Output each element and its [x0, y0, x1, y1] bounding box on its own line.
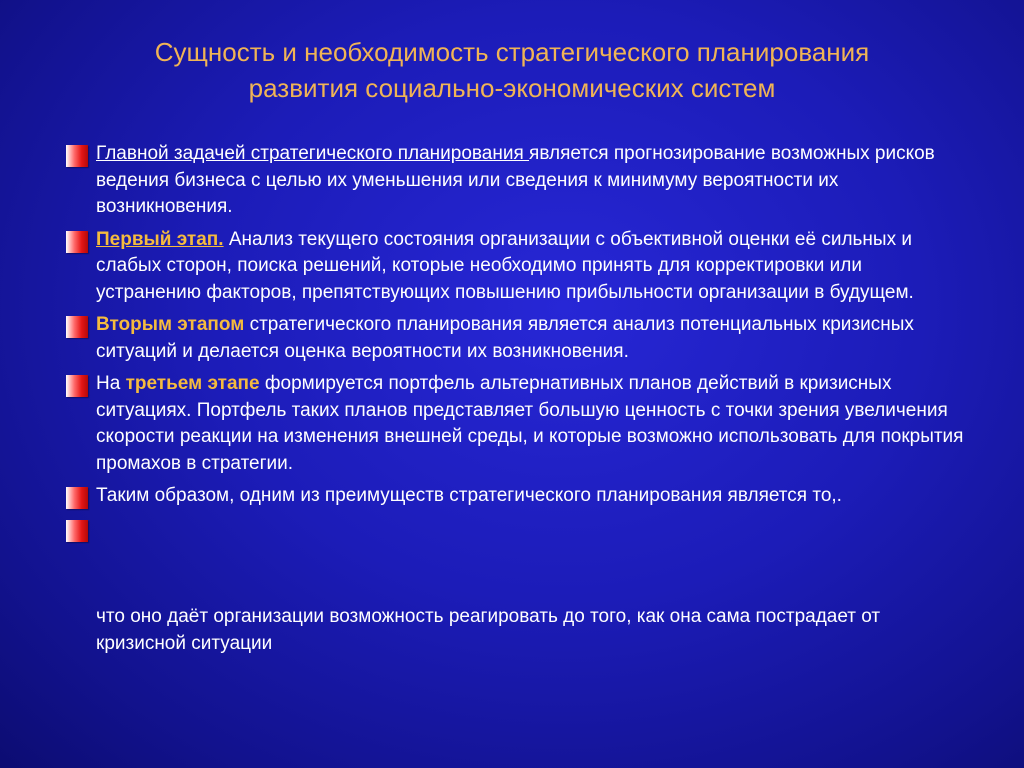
bullet-prefix: На: [96, 373, 126, 394]
bullet-main-task: [66, 141, 966, 221]
slide-title-line-1: Сущность и необходимость стратегического планирования: [154, 37, 870, 67]
bullet-marker-icon: [66, 375, 88, 397]
bullet-list: [66, 141, 966, 548]
bullet-marker-icon: [66, 145, 88, 167]
bullet-lead-highlight: Вторым этапом: [96, 314, 245, 335]
bullet-marker-icon: [66, 487, 88, 509]
bullet-lead-highlight: третьем этапе: [125, 373, 260, 394]
slide-title-line-2: развития социально-экономических систем: [248, 73, 776, 103]
bullet-marker-icon: [66, 520, 88, 542]
bullet-lead-highlight: Первый этап.: [96, 228, 224, 250]
closing-text: что оно даёт организации возможность реагировать до того, как она сама пострадает от кризисной ситуации: [96, 606, 881, 654]
bullet-text: Анализ текущего состояния организации с объективной оценки её сильных и слабых сторон, поиска решений, которые необходимо принять для корректировки или устранению факторов, препятствующих повышению прибыльности организации в будущем.: [96, 228, 914, 303]
bullet-text: стратегического планирования является анализ потенциальных кризисных ситуаций и делается оценка вероятности их возникновения.: [96, 314, 914, 362]
bullet-conclusion: [66, 483, 966, 510]
bullet-lead-underlined: Главной задачей стратегического планирования: [96, 143, 530, 164]
bullet-text: формируется портфель альтернативных планов действий в кризисных ситуациях. Портфель таких планов представляет большую ценность с точки зрения увеличения скорости реакции на изменения внешней среды, и которые возможно использовать для покрытия промахов в стратегии.: [96, 373, 964, 474]
slide-title: [0, 34, 1024, 106]
bullet-empty: [66, 516, 966, 543]
bullet-marker-icon: [66, 316, 88, 338]
bullet-text: Таким образом, одним из преимуществ стратегического планирования является то,.: [96, 485, 842, 506]
bullet-text: является прогнозирование возможных рисков ведения бизнеса с целью их уменьшения или сведения к минимуму вероятности их возникновения.: [96, 143, 935, 217]
bullet-third-stage: [66, 371, 966, 477]
bullet-second-stage: [66, 312, 966, 365]
bullet-marker-icon: [66, 231, 88, 253]
bullet-first-stage: [66, 227, 966, 307]
